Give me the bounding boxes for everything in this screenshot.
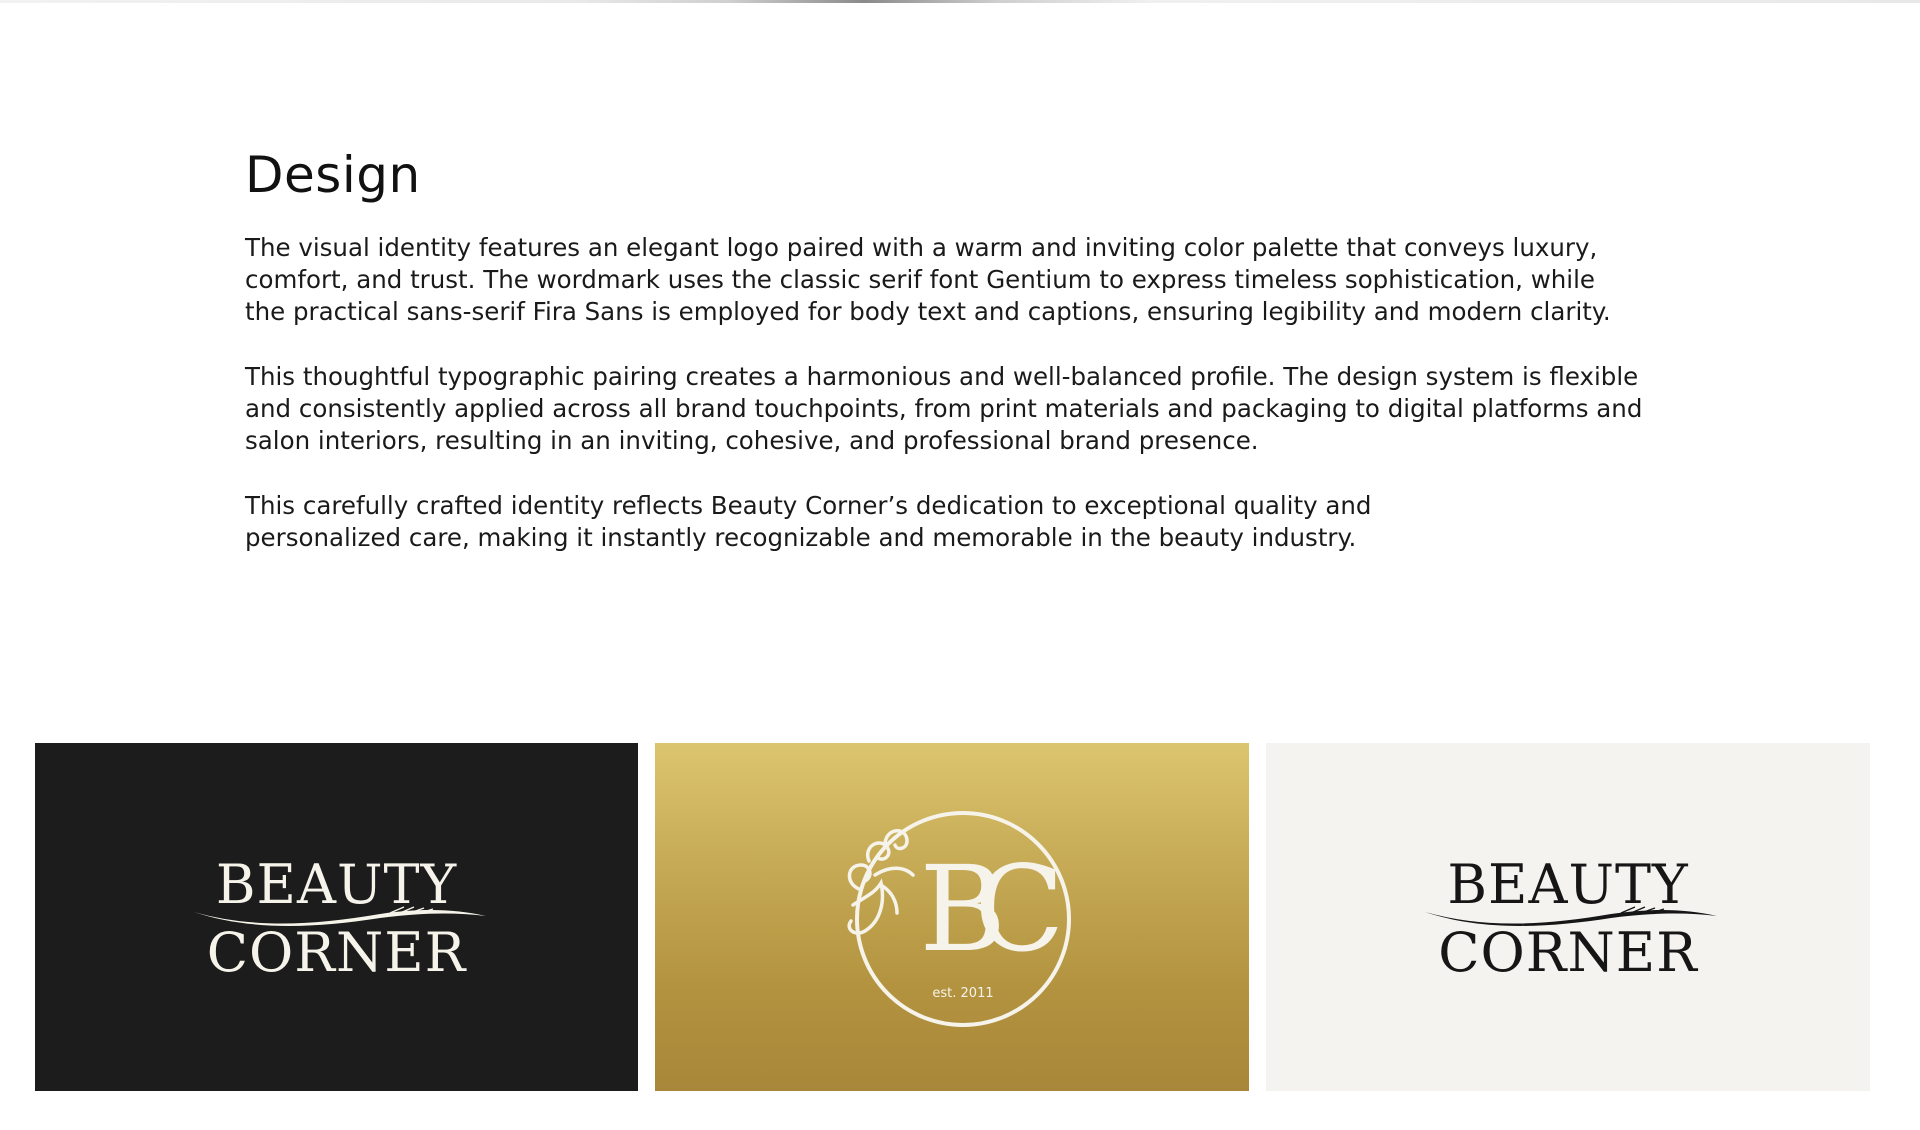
wordmark-logo-dark <box>35 743 638 1091</box>
paragraph-2: This thoughtful typographic pairing creates a harmonious and well-balanced profile. The design system is flexible and consistently applied across all brand touchpoints, from print materials and packaging to digital platforms and salon interiors, resulting in an inviting, cohesive, and professional brand presence. <box>245 362 1643 455</box>
wordmark-line-beauty: BEAUTY <box>1447 853 1689 916</box>
wordmark-line-corner: CORNER <box>1438 921 1698 984</box>
established-year: est. 2011 <box>932 986 994 1001</box>
svg-text:BC: BC <box>919 840 1031 978</box>
bc-monogram-logo <box>825 805 1085 1045</box>
section-title: Design <box>245 146 421 204</box>
wordmark-light-panel <box>1266 743 1870 1091</box>
wordmark-dark-panel <box>35 743 638 1091</box>
paragraph-3: This carefully crafted identity reflects Beauty Corner’s dedication to exceptional quality and personalized care, making it instantly recognizable and memorable in the beauty industry. <box>245 491 1372 552</box>
monogram-gold-panel <box>655 743 1249 1091</box>
wordmark-line-corner: CORNER <box>206 921 467 984</box>
paragraph-1: The visual identity features an elegant logo paired with a warm and inviting color palette that conveys luxury, comfort, and trust. The wordmark uses the classic serif font Gentium to express timeless sophistication, while the practical sans-serif Fira Sans is employed for body text and captions, ensuring legibility and modern clarity. <box>245 233 1611 326</box>
top-divider <box>0 0 1920 3</box>
wordmark-line-beauty: BEAUTY <box>215 853 458 916</box>
design-section <box>245 146 1665 587</box>
wordmark-logo-light <box>1266 743 1870 1091</box>
